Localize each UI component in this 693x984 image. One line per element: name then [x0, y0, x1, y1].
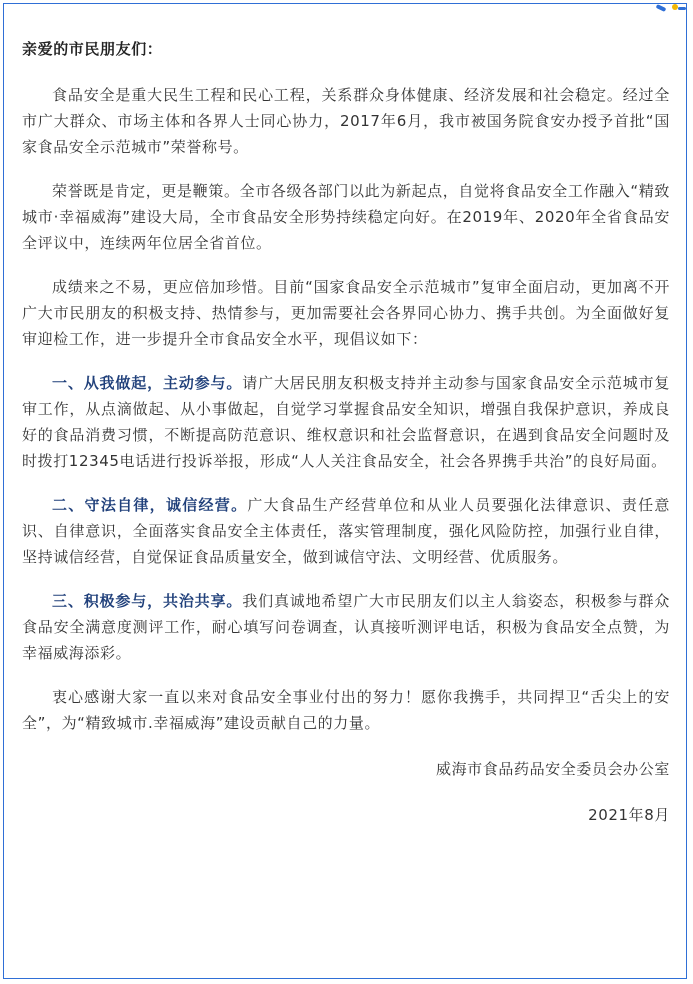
greeting: 亲爱的市民朋友们：	[22, 40, 163, 58]
proposal-two-heading: 二、守法自律，诚信经营。	[52, 496, 248, 514]
paragraph-thanks: 衷心感谢大家一直以来对食品安全事业付出的努力！愿你我携手，共同捍卫“舌尖上的安全”，为“精致城市.幸福威海”建设贡献自己的力量。	[22, 688, 670, 732]
proposal-three	[22, 588, 670, 666]
proposal-one-heading: 一、从我做起，主动参与。	[52, 374, 243, 392]
corner-blue-dash	[656, 4, 667, 12]
paragraph-honor: 荣誉既是肯定，更是鞭策。全市各级各部门以此为新起点，自觉将食品安全工作融入“精致城市·幸福威海”建设大局，全市食品安全形势持续稳定向好。在2019年、2020年全省食品安全评议中，连续两年位居全省首位。	[22, 182, 670, 252]
paragraph-intro: 食品安全是重大民生工程和民心工程，关系群众身体健康、经济发展和社会稳定。经过全市广大群众、市场主体和各界人士同心协力，2017年6月，我市被国务院食安办授予首批“国家食品安全示范城市”荣誉称号。	[22, 86, 670, 156]
proposal-two-body: 广大食品生产经营单位和从业人员要强化法律意识、责任意识、自律意识，全面落实食品安全主体责任，落实管理制度，强化风险防控，加强行业自律，坚持诚信经营，自觉保证食品质量安全，做到诚信守法、文明经营、优质服务。	[22, 496, 670, 566]
letter-body	[22, 36, 670, 828]
corner-blue-line	[678, 7, 686, 10]
paragraph-initiative: 成绩来之不易，更应倍加珍惜。目前“国家食品安全示范城市”复审全面启动，更加离不开广大市民朋友的积极支持、热情参与，更加需要社会各界同心协力、携手共创。为全面做好复审迎检工作，进一步提升全市食品安全水平，现倡议如下：	[22, 278, 670, 348]
date: 2021年8月	[588, 806, 670, 824]
proposal-three-body: 我们真诚地希望广大市民朋友们以主人翁姿态，积极参与群众食品安全满意度测评工作，耐心填写问卷调查，认真接听测评电话，积极为食品安全点赞，为幸福威海添彩。	[22, 592, 671, 662]
signature: 威海市食品药品安全委员会办公室	[435, 760, 670, 778]
proposal-one	[22, 370, 670, 474]
proposal-three-heading: 三、积极参与，共治共享。	[52, 592, 243, 610]
proposal-one-body: 请广大居民朋友积极支持并主动参与国家食品安全示范城市复审工作，从点滴做起、从小事做起，自觉学习掌握食品安全知识，增强自我保护意识，养成良好的食品消费习惯，不断提高防范意识、维权意识和社会监督意识，在遇到食品安全问题时及时拨打12345电话进行投诉举报，形成“人人关注食品安全，社会各界携手共治”的良好局面。	[22, 374, 671, 470]
corner-decoration	[644, 4, 686, 14]
proposal-two	[22, 492, 670, 570]
